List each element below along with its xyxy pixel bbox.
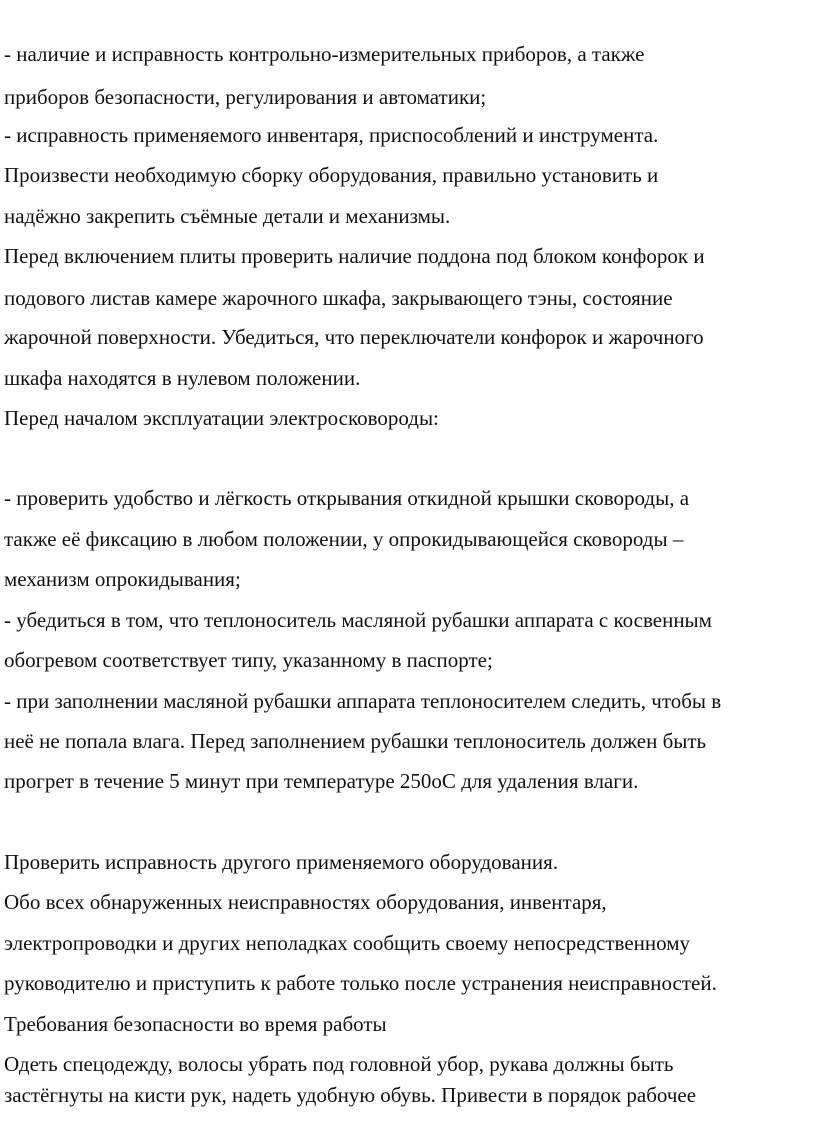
text-line: обогревом соответствует типу, указанному в паспорте; — [4, 648, 493, 672]
text-line: - наличие и исправность контрольно-измерительных приборов, а также — [4, 42, 645, 66]
text-line: неё не попала влага. Перед заполнением рубашки теплоноситель должен быть — [4, 729, 707, 753]
text-line: приборов безопасности, регулирования и автоматики; — [4, 85, 487, 109]
text-line: Одеть спецодежду, волосы убрать под головной убор, рукава должны быть — [4, 1052, 674, 1076]
text-line: Обо всех обнаруженных неисправностях оборудования, инвентаря, — [4, 890, 607, 914]
text-line: электропроводки и других неполадках сообщить своему непосредственному — [4, 931, 691, 955]
text-line: подового листав камере жарочного шкафа, закрывающего тэны, состояние — [4, 286, 673, 310]
text-line: Произвести необходимую сборку оборудования, правильно установить и — [4, 163, 659, 187]
text-line: руководителю и приступить к работе только после устранения неисправностей. — [4, 971, 717, 995]
text-line: Проверить исправность другого применяемого оборудования. — [4, 850, 559, 874]
text-line: - убедиться в том, что теплоноситель масляной рубашки аппарата с косвенным — [4, 608, 712, 632]
text-line: застёгнуты на кисти рук, надеть удобную обувь. Привести в порядок рабочее — [4, 1083, 697, 1107]
text-line: Перед включением плиты проверить наличие поддона под блоком конфорок и — [4, 244, 705, 268]
section-heading: Требования безопасности во время работы — [4, 1012, 387, 1036]
text-line: также её фиксацию в любом положении, у опрокидывающейся сковороды – — [4, 527, 684, 551]
text-line: механизм опрокидывания; — [4, 567, 241, 591]
text-line: жарочной поверхности. Убедиться, что переключатели конфорок и жарочного — [4, 325, 704, 349]
text-line: надёжно закрепить съёмные детали и механизмы. — [4, 204, 451, 228]
text-line: - исправность применяемого инвентаря, приспособлений и инструмента. — [4, 123, 659, 147]
text-line: прогрет в течение 5 минут при температуре 250оС для удаления влаги. — [4, 769, 639, 793]
text-line: - при заполнении масляной рубашки аппарата теплоносителем следить, чтобы в — [4, 689, 722, 713]
text-line: шкафа находятся в нулевом положении. — [4, 366, 361, 390]
text-line: - проверить удобство и лёгкость открывания откидной крышки сковороды, а — [4, 486, 690, 510]
text-line: Перед началом эксплуатации электросковороды: — [4, 406, 439, 430]
